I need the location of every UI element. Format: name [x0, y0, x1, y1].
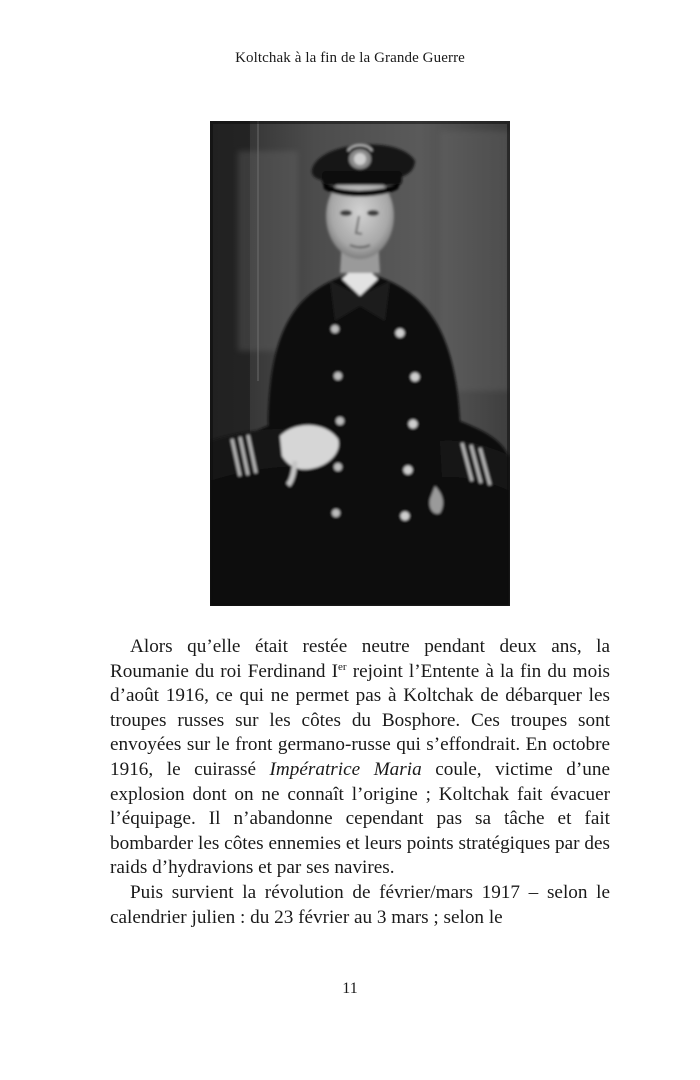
paragraph-1-part-b: rejoint l’Entente à la fin du mois d’août 1916, ce qui ne permet pas à Koltchak de débarquer les troupes russes sur les côtes du Bosphore. Ces troupes sont envoyées sur le front germano-russe qui s’effondrait. En octobre 1916, le cuirassé: [110, 660, 610, 780]
paragraph-1: [110, 635, 610, 881]
paragraph-1-part-c: coule, victime d’une explosion dont on ne connaît l’origine ; Koltchak fait évacuer l’équipage. Il n’abandonne cependant pas sa tâche et fait bombarder les côtes ennemies et leurs points stratégiques par des raids d’hydravions et par ses navires.: [110, 758, 610, 879]
paragraph-1-part-a: Alors qu’elle était restée neutre pendant deux ans, la Roumanie du roi Ferdinand I: [110, 636, 610, 682]
ship-name-italic: Impératrice Maria: [269, 758, 422, 780]
running-head: Koltchak à la fin de la Grande Guerre: [235, 50, 465, 66]
paragraph-2: Puis survient la révolution de février/mars 1917 – selon le calendrier julien : du 23 février au 3 mars ; selon le: [110, 881, 610, 928]
page-number: 11: [342, 980, 358, 997]
portrait-photo-icon: [210, 121, 510, 606]
superscript-er: er: [338, 660, 347, 673]
portrait-photo: [210, 121, 510, 606]
body-text: [110, 635, 610, 930]
